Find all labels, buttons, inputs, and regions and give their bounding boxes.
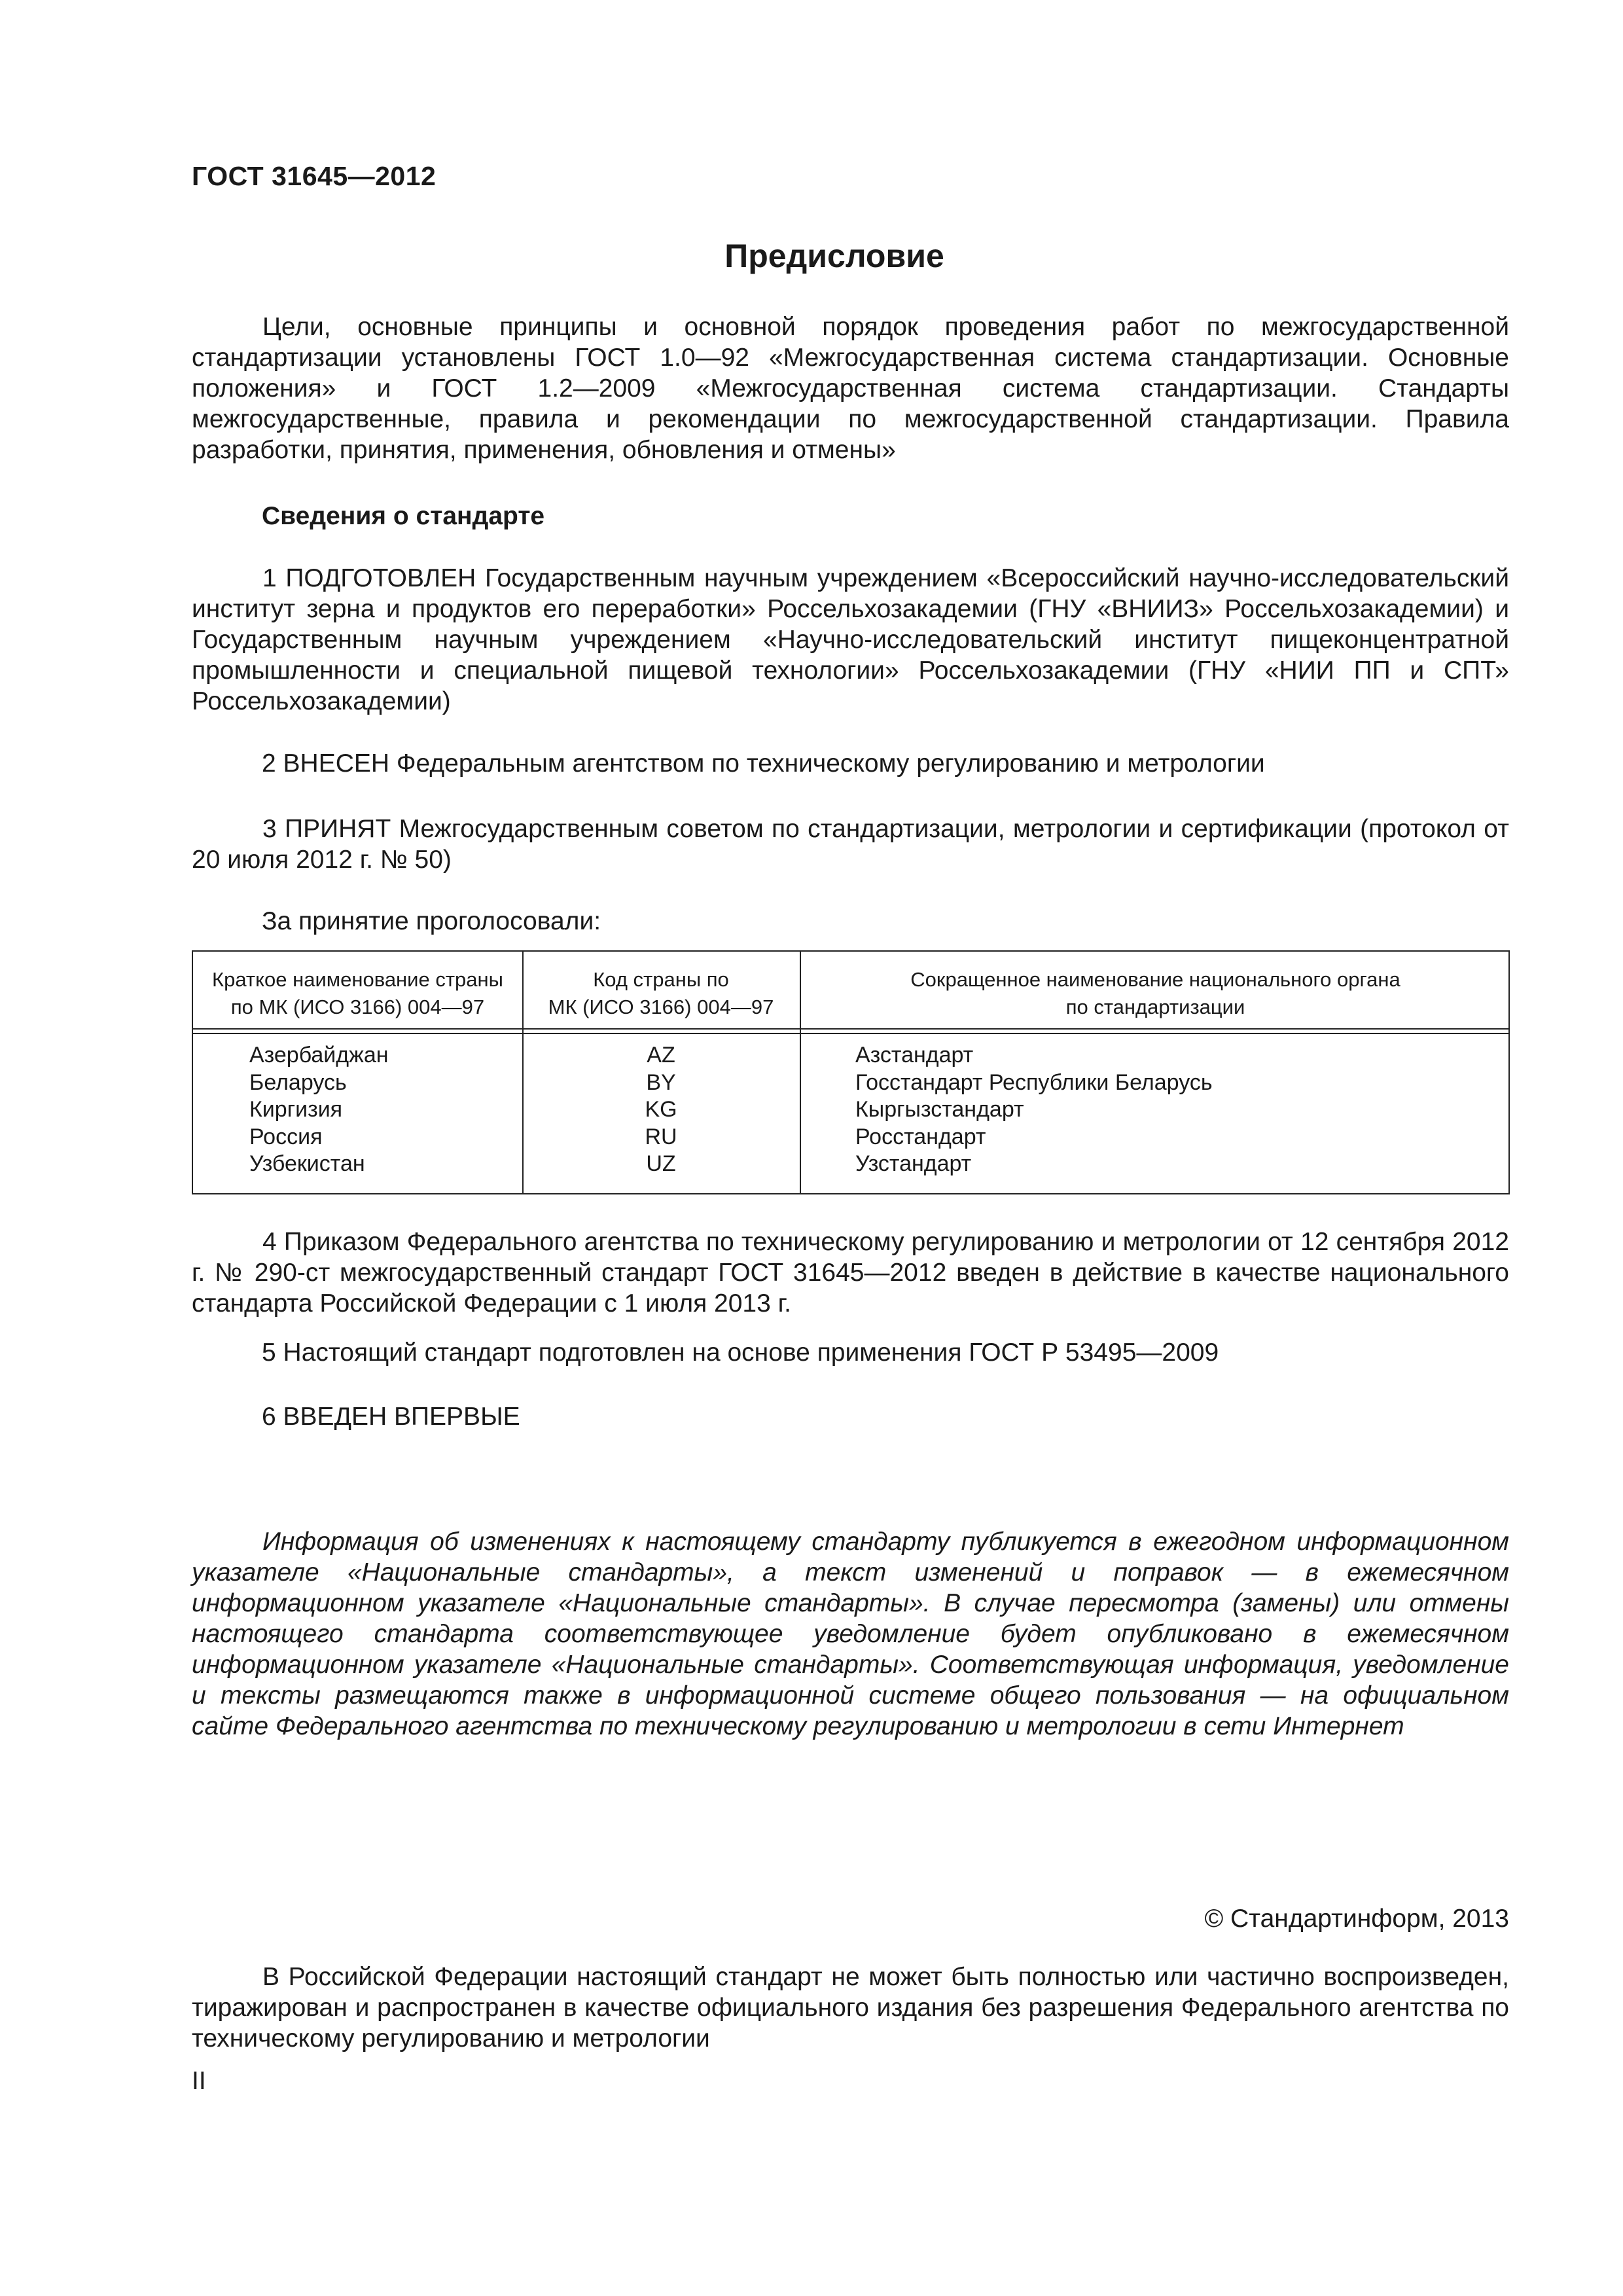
table-cell: Госстандарт Республики Беларусь bbox=[855, 1069, 1213, 1095]
table-header-divider bbox=[193, 1028, 1508, 1030]
item-3-paragraph: 3 ПРИНЯТ Межгосударственным советом по стандартизации, метрологии и сертификации (протокол от 20 июля 2012 г. № 50) bbox=[192, 815, 1509, 874]
table-cell: Киргизия bbox=[249, 1097, 343, 1122]
table-header-body: Сокращенное наименование национального органа по стандартизации bbox=[910, 968, 1400, 1018]
table-column-code bbox=[522, 1042, 800, 1178]
table-cell: Росстандарт bbox=[855, 1124, 986, 1149]
voting-table bbox=[192, 950, 1510, 1194]
item-6-paragraph: 6 ВВЕДЕН ВПЕРВЫЕ bbox=[262, 1403, 520, 1431]
table-cell: Азербайджан bbox=[249, 1043, 389, 1067]
restriction-notice: В Российской Федерации настоящий стандарт не может быть полностью или частично воспроизведен, тиражирован и распространен в качестве официального издания без разрешения Федерального агентства по техническому регулированию и метрологии bbox=[192, 1963, 1509, 2053]
item-5-paragraph: 5 Настоящий стандарт подготовлен на основе применения ГОСТ Р 53495—2009 bbox=[262, 1338, 1219, 1367]
table-cell: Узстандарт bbox=[855, 1151, 972, 1176]
table-column-body bbox=[855, 1042, 1213, 1178]
document-code: ГОСТ 31645—2012 bbox=[192, 161, 437, 191]
copyright-notice: © Стандартинформ, 2013 bbox=[1204, 1905, 1509, 1933]
item-4-paragraph: 4 Приказом Федерального агентства по техническому регулированию и метрологии от 12 сентября 2012 г. № 290-ст межгосударственный стандарт ГОСТ 31645—2012 введен в действие в качестве национального стандарта Российской Федерации с 1 июля 2013 г. bbox=[192, 1228, 1509, 1318]
table-cell: RU bbox=[645, 1124, 677, 1149]
info-notice: Информация об изменениях к настоящему стандарту публикуется в ежегодном информационном указателе «Национальные стандарты», а текст изменений и поправок — в ежемесячном информационном указателе «Национальные стандарты». В случае пересмотра (замены) или отмены настоящего стандарта соответствующее уведомление будет опубликовано в ежемесячном информационном указателе «Национальные стандарты». Соответствующая информация, уведомление и тексты размещаются также в информационной системе общего пользования — на официальном сайте Федерального агентства по техническому регулированию и метрологии в сети Интернет bbox=[192, 1528, 1509, 1740]
table-header-code: Код страны по МК (ИСО 3166) 004—97 bbox=[548, 968, 774, 1018]
intro-paragraph: Цели, основные принципы и основной порядок проведения работ по межгосударственной стандартизации установлены ГОСТ 1.0—92 «Межгосударственная система стандартизации. Основные положения» и ГОСТ 1.2—2009 «Межгосударственная система стандартизации. Стандарты межгосударственные, правила и рекомендации по межгосударственной стандартизации. Правила разработки, принятия, применения, обновления и отмены» bbox=[192, 313, 1509, 464]
page-title: Предисловие bbox=[724, 238, 944, 274]
table-cell: UZ bbox=[646, 1151, 676, 1176]
vote-intro: За принятие проголосовали: bbox=[262, 907, 601, 935]
table-cell: Азстандарт bbox=[855, 1043, 974, 1067]
table-cell: AZ bbox=[647, 1043, 675, 1067]
item-2-paragraph: 2 ВНЕСЕН Федеральным агентством по техническому регулированию и метрологии bbox=[262, 749, 1265, 778]
section-subheading: Сведения о стандарте bbox=[262, 502, 545, 530]
table-cell: Беларусь bbox=[249, 1069, 347, 1095]
page-number: II bbox=[192, 2067, 206, 2095]
table-cell: Россия bbox=[249, 1124, 323, 1149]
table-cell: Узбекистан bbox=[249, 1151, 365, 1176]
table-header-country: Краткое наименование страны по МК (ИСО 3166) 004—97 bbox=[212, 968, 503, 1018]
table-cell: BY bbox=[646, 1069, 676, 1095]
item-1-paragraph: 1 ПОДГОТОВЛЕН Государственным научным учреждением «Всероссийский научно-исследовательский институт зерна и продуктов его переработки» Россельхозакадемии (ГНУ «ВНИИЗ» Россельхозакадемии) и Государственным научным учреждением «Научно-исследовательский институт пищеконцентратной промышленности и специальной пищевой технологии» Россельхозакадемии (ГНУ «НИИ ПП и СПТ» Россельхозакадемии) bbox=[192, 564, 1509, 715]
table-cell: KG bbox=[645, 1097, 677, 1122]
table-header-divider-double bbox=[193, 1033, 1508, 1034]
table-column-country bbox=[249, 1042, 389, 1178]
table-cell: Кыргызстандарт bbox=[855, 1097, 1024, 1122]
